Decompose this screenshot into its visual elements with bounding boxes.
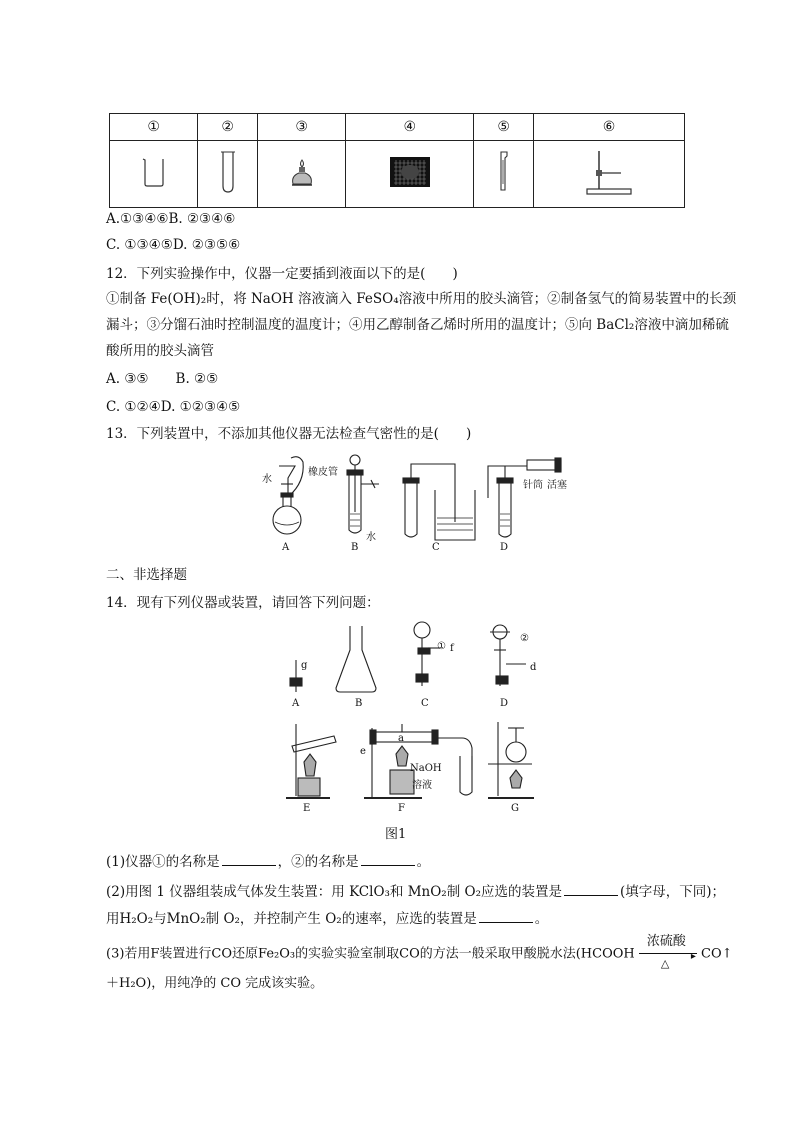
q14-part3-line2: ＋H₂O)，用纯净的 CO 完成该实验。 — [106, 976, 324, 991]
apparatus-table — [109, 113, 685, 208]
section-heading: 二、非选择题 — [106, 567, 187, 583]
test-tube-cell — [198, 141, 258, 208]
table-header: ④ — [346, 114, 474, 141]
q14-part2-line2 — [106, 910, 548, 928]
answer-blank[interactable] — [564, 883, 618, 896]
q14-part1-a: (1)仪器①的名称是 — [106, 854, 220, 870]
beaker-cell — [110, 141, 198, 208]
label-a: A — [292, 698, 300, 709]
label-f: f — [450, 643, 454, 654]
label-f-fig: F — [398, 803, 405, 814]
table-header: ③ — [258, 114, 346, 141]
label-d-port: d — [530, 662, 537, 673]
answer-blank[interactable] — [479, 910, 533, 923]
alcohol-lamp-icon — [287, 156, 317, 188]
q14-part2-c: 用H₂O₂与MnO₂制 O₂，并控制产生 O₂的速率，应选的装置是 — [106, 911, 477, 927]
apparatus-b — [336, 626, 376, 692]
q14-part3-a: (3)若用F装置进行CO还原Fe₂O₃的实验实验室制取CO的方法一般采取甲酸脱水法(HCOOH — [106, 946, 635, 962]
q12-body-line1: ①制备 Fe(OH)₂时，将 NaOH 溶液滴入 FeSO₄溶液中所用的胶头滴管；②制备氢气的简易装置中的长颈 — [106, 291, 737, 307]
q14-part1-c: 。 — [416, 854, 431, 870]
test-tube-icon — [218, 150, 238, 194]
apparatus-c — [414, 622, 440, 686]
q12-stem: 12．下列实验操作中，仪器一定要插到液面以下的是( ) — [106, 266, 458, 282]
label-g: g — [301, 660, 308, 671]
answer-blank[interactable] — [222, 853, 276, 866]
apparatus-d — [488, 458, 561, 537]
q14-part2-d: 。 — [534, 911, 549, 927]
test-tube-holder-icon — [494, 150, 514, 194]
q13-stem: 13．下列装置中，不添加其他仪器无法检查气密性的是( ) — [106, 426, 472, 442]
label-g-fig: G — [511, 803, 519, 814]
apparatus-a — [273, 457, 303, 534]
q14-part2-line1 — [106, 883, 725, 901]
q11-options-ab: A.①③④⑥B. ②③④⑥ — [106, 211, 236, 227]
label-syringe: 针筒 — [523, 480, 543, 491]
label-rubber-tube: 橡皮管 — [308, 467, 338, 478]
label-water: 水 — [262, 474, 272, 485]
table-header: ⑤ — [474, 114, 534, 141]
apparatus-g — [488, 722, 534, 798]
q12-options-ab: A. ③⑤ B. ②⑤ — [106, 371, 219, 387]
label-solution: 溶液 — [412, 780, 432, 791]
apparatus-c — [403, 464, 475, 540]
gauze-cell — [346, 141, 474, 208]
q14-apparatus-row1 — [280, 620, 540, 696]
label-c: C — [421, 698, 429, 709]
apparatus-e — [286, 724, 336, 798]
q11-options-cd: C. ①③④⑤D. ②③⑤⑥ — [106, 237, 241, 253]
label-b: B — [351, 542, 359, 553]
q12-body-line2: 漏斗；③分馏石油时控制温度的温度计；④用乙醇制备乙烯时所用的温度计；⑤向 BaCl₂溶液中滴加稀硫 — [106, 317, 729, 333]
apparatus-b — [347, 455, 379, 533]
label-c: C — [432, 542, 440, 553]
label-d: D — [500, 698, 509, 709]
beaker-icon — [139, 156, 169, 188]
q14-apparatus-row2 — [282, 718, 552, 804]
tube-holder-cell — [474, 141, 534, 208]
arrow-head-icon: ▸ — [690, 951, 696, 962]
table-header: ① — [110, 114, 198, 141]
label-piston: 活塞 — [547, 480, 567, 491]
q13-apparatus-figure — [255, 452, 575, 552]
q14-part3-line1 — [106, 934, 733, 970]
iron-stand-icon — [583, 147, 635, 197]
label-circle-2: ② — [520, 633, 529, 644]
q14-part2-a: (2)用图 1 仪器组装成气体发生装置：用 KClO₃和 MnO₂制 O₂应选的装置是 — [106, 884, 562, 900]
label-d: D — [500, 542, 509, 553]
arrow-condition-bottom: △ — [660, 957, 670, 970]
label-naoh: NaOH — [410, 763, 442, 774]
figure-caption: 图1 — [385, 827, 407, 842]
label-a: A — [282, 542, 290, 553]
q14-stem: 14．现有下列仪器或装置，请回答下列问题： — [106, 595, 380, 611]
alcohol-lamp-cell — [258, 141, 346, 208]
q14-part2-b: (填字母，下同)； — [620, 884, 726, 900]
q12-options-cd: C. ①②④D. ①②③④⑤ — [106, 399, 241, 415]
q14-part1-b: ，②的名称是 — [277, 854, 359, 870]
q12-body-line3: 酸所用的胶头滴管 — [106, 343, 214, 359]
asbestos-gauze-icon — [388, 155, 432, 189]
iron-stand-cell — [534, 141, 685, 208]
table-header: ⑥ — [534, 114, 685, 141]
q14-part1 — [106, 853, 430, 871]
label-circle-1: ① — [437, 641, 446, 652]
arrow-condition-top: 浓硫酸 — [646, 934, 686, 949]
label-e: e — [360, 746, 366, 757]
label-water-b: 水 — [366, 532, 376, 543]
label-b: B — [355, 698, 363, 709]
answer-blank[interactable] — [361, 853, 415, 866]
q14-part3-b: CO↑ — [701, 946, 733, 962]
table-header: ② — [198, 114, 258, 141]
label-a-small: a — [398, 733, 404, 744]
reaction-arrow — [639, 934, 697, 970]
label-e-fig: E — [303, 803, 311, 814]
